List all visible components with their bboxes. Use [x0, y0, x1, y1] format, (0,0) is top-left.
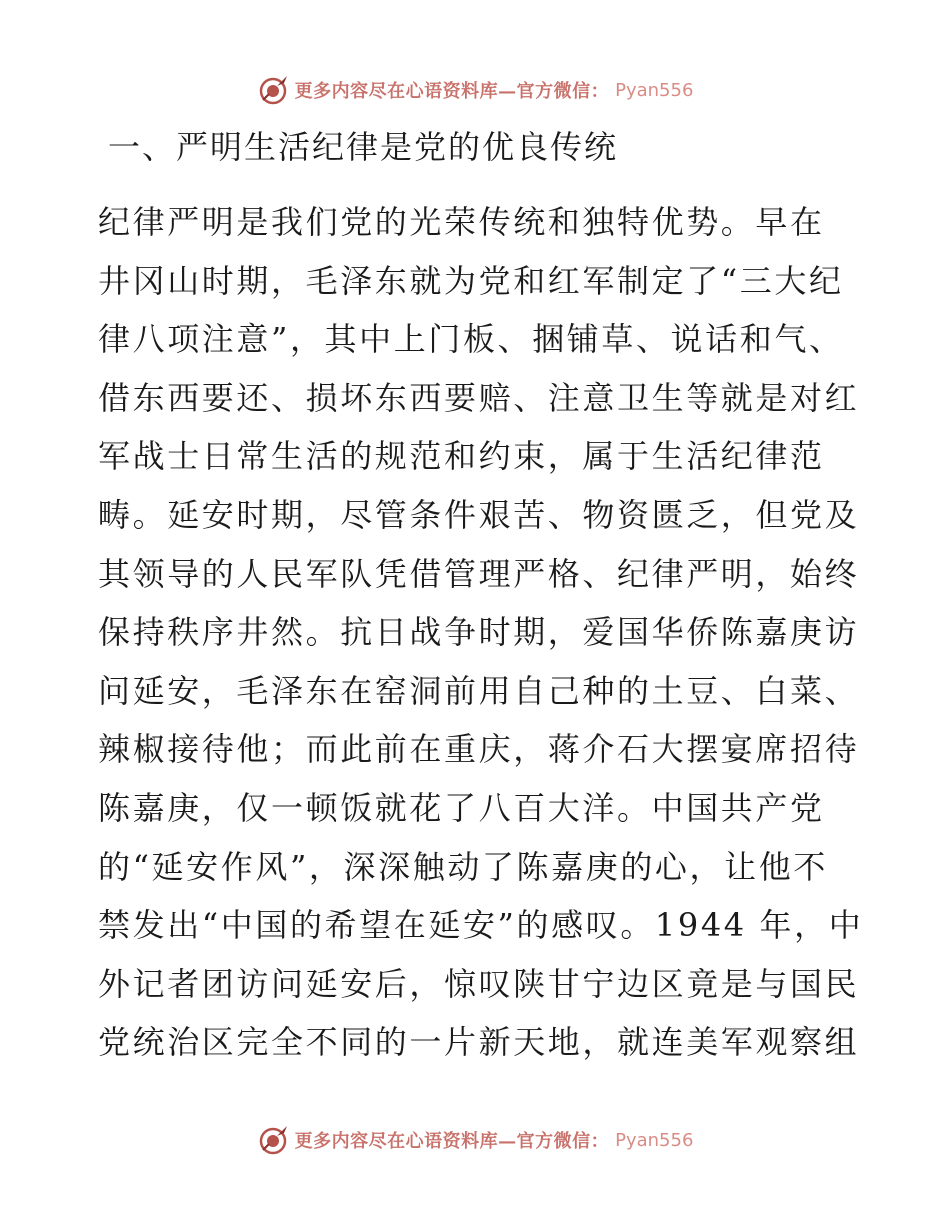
watermark-text: 更多内容尽在心语资料库—官方微信： — [294, 1131, 610, 1152]
text-line: 外记者团访问延安后，惊叹陕甘宁边区竟是与国民 — [98, 964, 860, 1003]
quill-logo-icon — [257, 74, 289, 106]
text-line: 的“延安作风”，深深触动了陈嘉庚的心，让他不 — [98, 847, 828, 886]
watermark-footer — [0, 1120, 950, 1160]
watermark-header — [0, 70, 950, 110]
watermark-text: 更多内容尽在心语资料库—官方微信： — [294, 81, 610, 102]
text-line: 党统治区完全不同的一片新天地，就连美军观察组 — [98, 1023, 860, 1062]
quill-logo-icon — [257, 1124, 289, 1156]
section-heading: 一、严明生活纪律是党的优良传统 — [108, 128, 619, 166]
watermark-contact: Pyan556 — [615, 1129, 694, 1151]
text-line: 律八项注意”，其中上门板、捆铺草、说话和气、 — [98, 320, 844, 359]
watermark-contact: Pyan556 — [615, 79, 694, 101]
text-line: 畴。延安时期，尽管条件艰苦、物资匮乏，但党及 — [98, 495, 860, 534]
text-line: 问延安，毛泽东在窑洞前用自己种的土豆、白菜、 — [98, 671, 860, 710]
text-line: 保持秩序井然。抗日战争时期，爱国华侨陈嘉庚访 — [98, 613, 860, 652]
text-line: 辣椒接待他；而此前在重庆，蒋介石大摆宴席招待 — [98, 730, 860, 769]
text-line: 井冈山时期，毛泽东就为党和红军制定了“三大纪 — [98, 261, 844, 300]
text-line: 其领导的人民军队凭借管理严格、纪律严明，始终 — [98, 554, 860, 593]
body-paragraph — [98, 193, 864, 1072]
text-line: 纪律严明是我们党的光荣传统和独特优势。早在 — [98, 203, 825, 241]
text-line: 禁发出“中国的希望在延安”的感叹。1944 年，中 — [98, 906, 864, 945]
text-line: 借东西要还、损坏东西要赔、注意卫生等就是对红 — [98, 378, 860, 417]
text-line: 陈嘉庚，仅一顿饭就花了八百大洋。中国共产党 — [98, 788, 825, 827]
text-line: 军战士日常生活的规范和约束，属于生活纪律范 — [98, 437, 825, 476]
